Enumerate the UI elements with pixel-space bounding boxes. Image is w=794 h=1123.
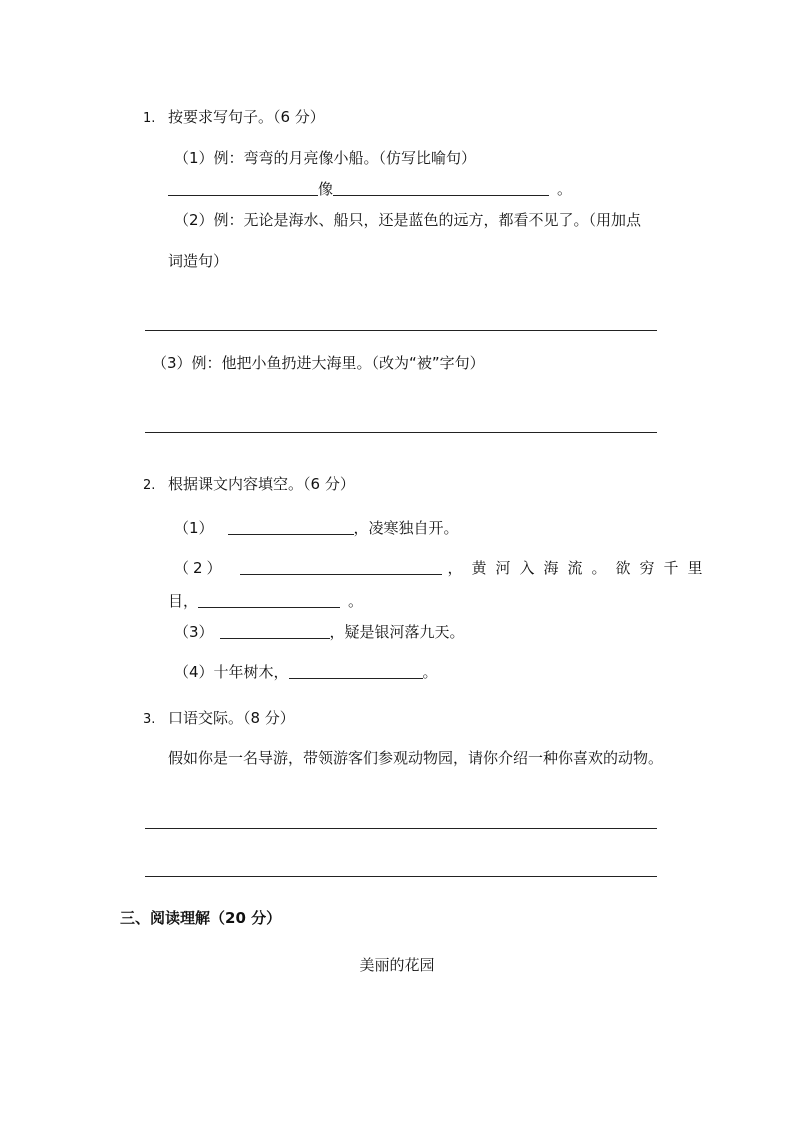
q1-title: 按要求写句子。（6 分） — [168, 108, 325, 126]
q2-item2-blank2[interactable] — [198, 593, 340, 608]
q2-item4 — [174, 664, 438, 680]
q2-item3-tail: ，疑是银河落九天。 — [329, 623, 465, 641]
q2-item4-end: 。 — [422, 663, 438, 681]
q1-sub2-prompt-cont: 词造句） — [168, 252, 229, 270]
q2-item3 — [174, 624, 465, 640]
q1-sub2-answer-line[interactable] — [145, 330, 657, 331]
q3-prompt: 假如你是一名导游，带领游客们参观动物园，请你介绍一种你喜欢的动物。 — [168, 749, 664, 767]
q3-title: 口语交际。（8 分） — [168, 709, 295, 727]
section3-heading: 三、阅读理解（20 分） — [120, 909, 282, 927]
q2-item2-cont — [168, 593, 363, 609]
q1-sub1-blank-left[interactable] — [168, 181, 318, 196]
q3-answer-line-1[interactable] — [145, 828, 657, 829]
q1-sub1-end: 。 — [557, 180, 573, 198]
q1-sub1-prompt: （1）例：弯弯的月亮像小船。（仿写比喻句） — [174, 149, 477, 167]
q2-item1 — [174, 520, 459, 536]
q1-sub1-blank-right[interactable] — [333, 181, 549, 196]
q2-item3-blank[interactable] — [220, 624, 330, 639]
q1-sub1-answer-row — [168, 181, 572, 197]
q2-item1-blank[interactable] — [228, 520, 354, 535]
passage-title: 美丽的花园 — [359, 956, 435, 974]
q1-sub3-answer-line[interactable] — [145, 432, 657, 433]
q2-item2-tail: ，黄河入海流。欲穷千里 — [447, 559, 712, 577]
q2-title: 根据课文内容填空。（6 分） — [168, 475, 355, 493]
q2-item2 — [174, 560, 712, 576]
q1-sub1-middle: 像 — [318, 180, 334, 198]
q2-item3-label: （3） — [174, 623, 214, 641]
q2-item1-tail: ，凌寒独自开。 — [353, 519, 459, 537]
q1-sub3-prompt: （3）例：他把小鱼扔进大海里。（改为“被”字句） — [152, 354, 485, 372]
q3-answer-line-2[interactable] — [145, 876, 657, 877]
q2-item2-end: 。 — [348, 592, 364, 610]
q2-item4-blank[interactable] — [289, 664, 423, 679]
q2-item2-label: （2） — [174, 559, 226, 577]
q2-item2-blank[interactable] — [240, 560, 442, 575]
q3-number: 3. — [143, 712, 156, 727]
q2-item1-label: （1） — [174, 519, 214, 537]
q1-number: 1. — [143, 111, 156, 126]
q2-number: 2. — [143, 478, 156, 493]
q1-sub2-prompt: （2）例：无论是海水、船只，还是蓝色的远方，都看不见了。（用加点 — [174, 211, 642, 229]
q2-item2-cont-text: 目， — [168, 592, 199, 610]
q2-item4-label: （4）十年树木， — [174, 663, 289, 681]
